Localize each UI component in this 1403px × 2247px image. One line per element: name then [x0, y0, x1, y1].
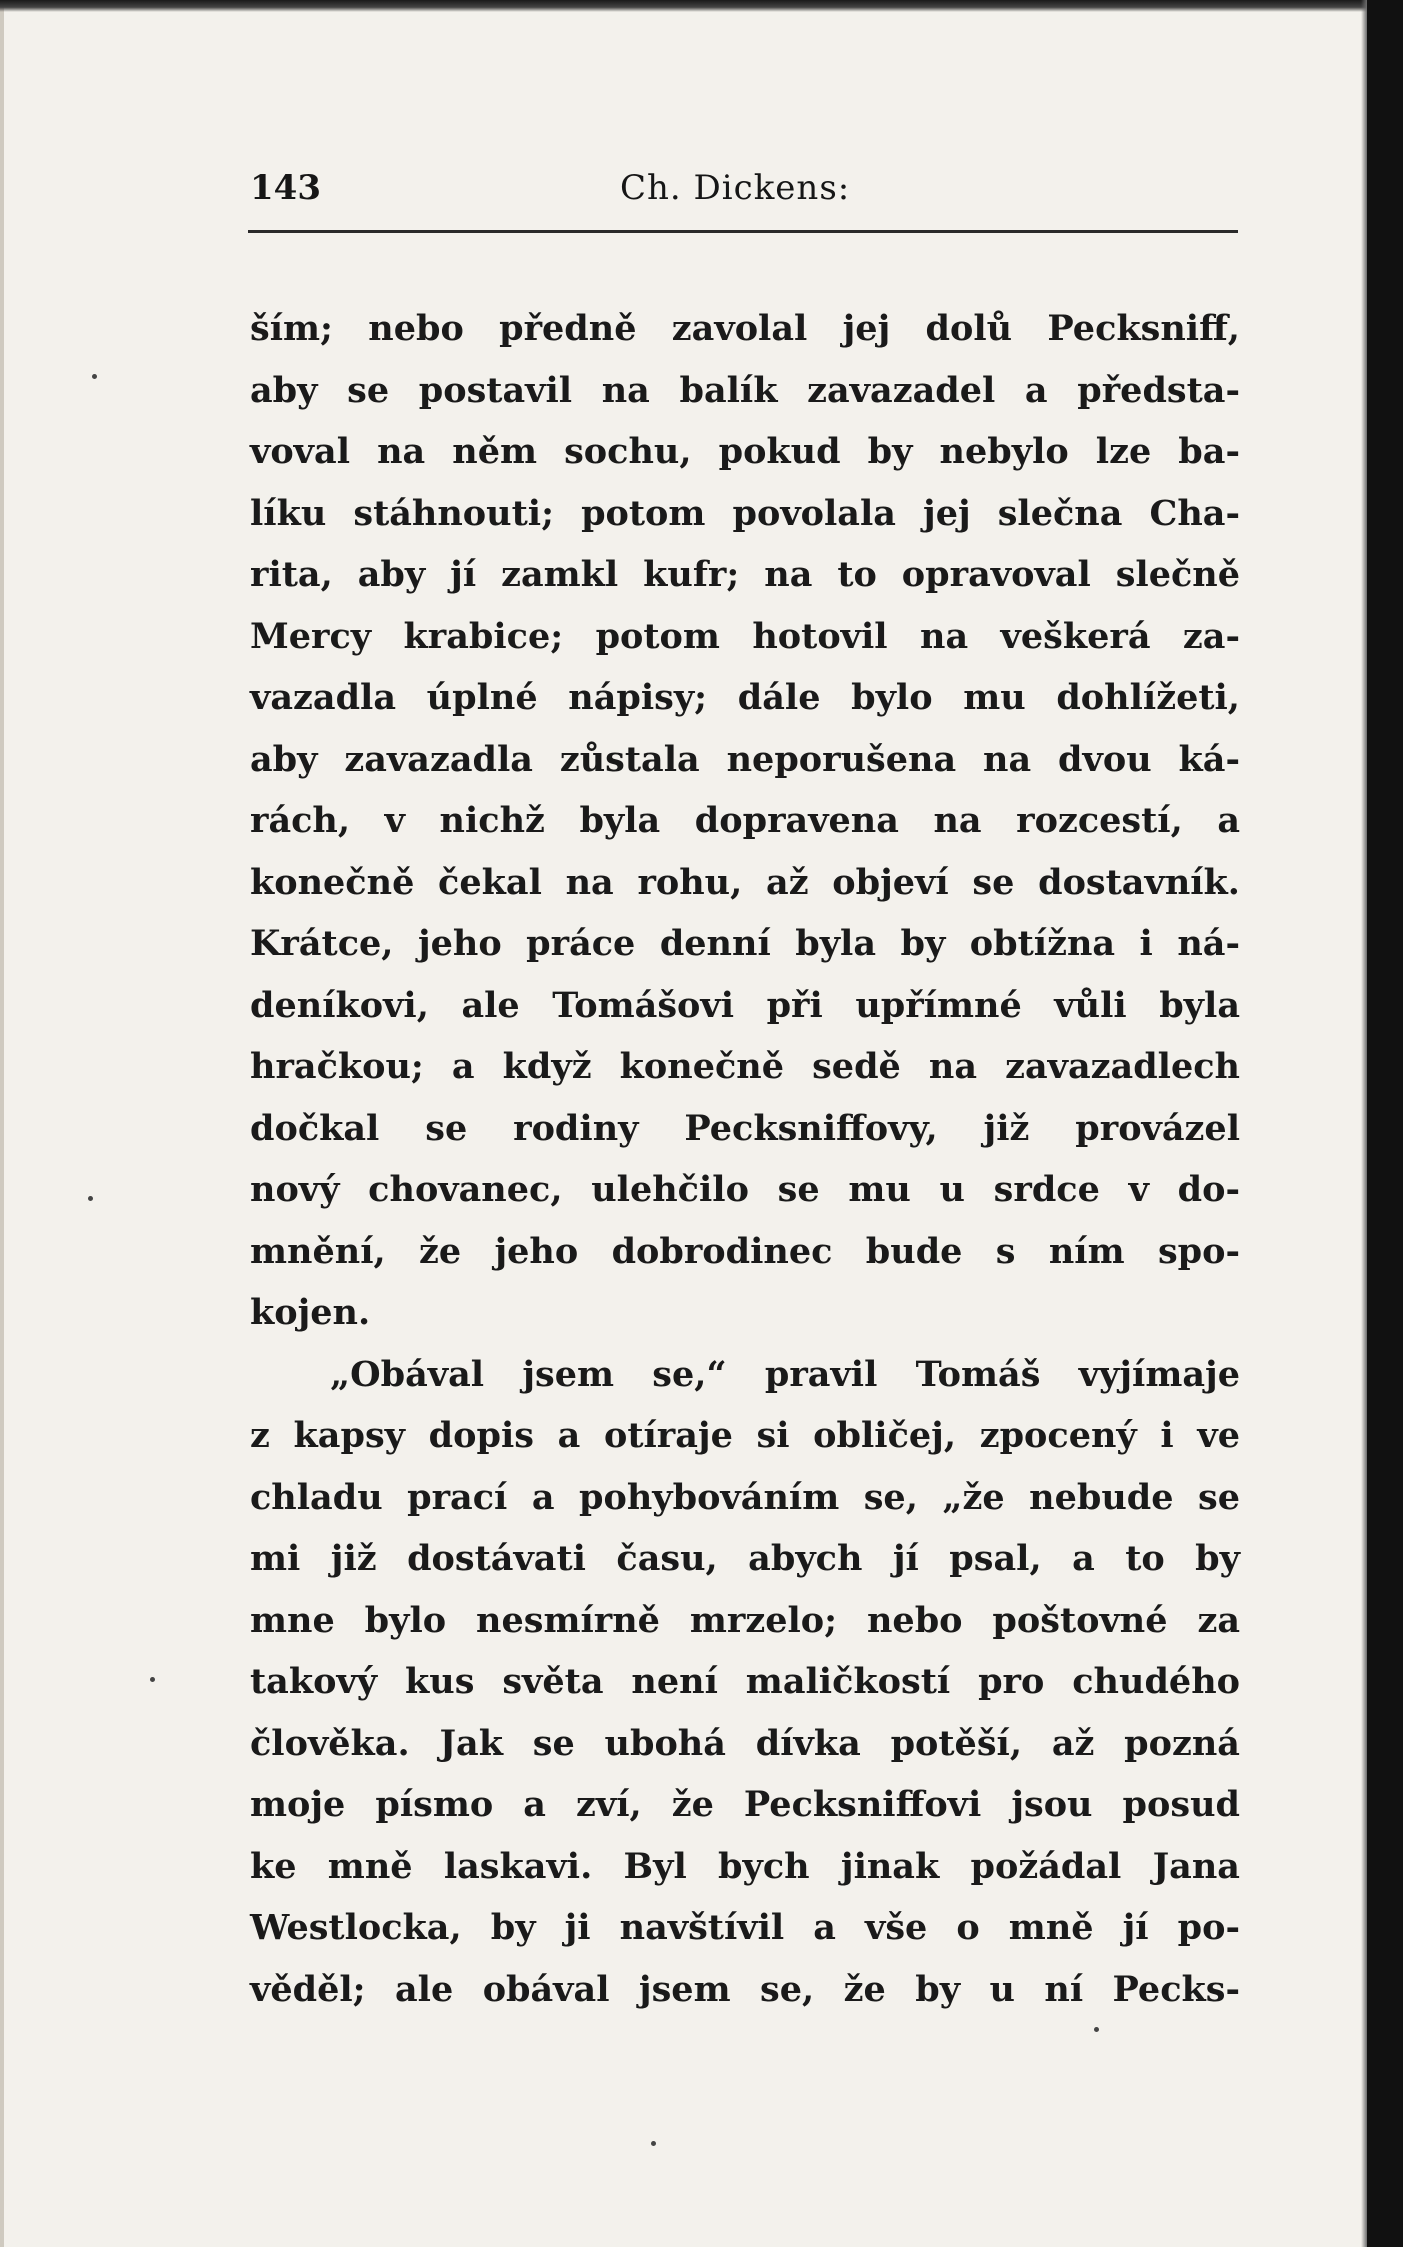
text-line: voval na něm sochu, pokud by nebylo lze ba-: [250, 431, 1240, 472]
page-top-shadow: [0, 0, 1403, 12]
text-line: chladu prací a pohybováním se, „že nebude se: [250, 1476, 1240, 1518]
paragraph-first-line: „Obával jsem se,“ pravil Tomáš vyjímaje: [330, 1353, 1240, 1395]
page-header: [250, 168, 1240, 218]
scan-speck: [1094, 2027, 1099, 2032]
text-line: aby se postavil na balík zavazadel a předsta-: [250, 369, 1240, 411]
text-line: hračkou; a když konečně sedě na zavazadlech: [250, 1046, 1240, 1087]
text-line: mne bylo nesmírně mrzelo; nebo poštovné za: [250, 1599, 1240, 1641]
paragraph-end-line: kojen.: [250, 1292, 371, 1333]
page-right-edge: [1367, 0, 1403, 2247]
text-line: z kapsy dopis a otíraje si obličej, zpocený i ve: [250, 1415, 1240, 1456]
scan-speck: [92, 374, 97, 379]
text-line: mi již dostávati času, abych jí psal, a to by: [250, 1538, 1240, 1579]
text-line: vazadla úplné nápisy; dále bylo mu dohlížeti,: [250, 677, 1240, 718]
text-line: člověka. Jak se ubohá dívka potěší, až pozná: [250, 1722, 1240, 1764]
text-line: konečně čekal na rohu, až objeví se dostavník.: [250, 861, 1240, 903]
text-line: věděl; ale obával jsem se, že by u ní Pecks-: [250, 1968, 1240, 2010]
header-rule: [248, 230, 1238, 233]
page-number: 143: [250, 168, 321, 208]
text-line: rita, aby jí zamkl kufr; na to opravoval slečně: [250, 554, 1240, 595]
text-line: aby zavazadla zůstala neporušena na dvou ká-: [250, 738, 1240, 780]
text-line: takový kus světa není maličkostí pro chudého: [250, 1661, 1240, 1702]
scan-speck: [88, 1196, 93, 1201]
text-line: líku stáhnouti; potom povolala jej slečna Cha-: [250, 492, 1240, 534]
text-line: ke mně laskavi. Byl bych jinak požádal Jana: [250, 1845, 1240, 1887]
running-title: Ch. Dickens:: [620, 168, 851, 208]
text-line: Westlocka, by ji navštívil a vše o mně jí po-: [250, 1907, 1240, 1948]
text-line: dočkal se rodiny Pecksniffovy, již provázel: [250, 1107, 1240, 1149]
text-line: mnění, že jeho dobrodinec bude s ním spo-: [250, 1230, 1240, 1272]
text-line: deníkovi, ale Tomášovi při upřímné vůli byla: [250, 984, 1240, 1026]
text-line: rách, v nichž byla dopravena na rozcestí, a: [250, 800, 1240, 841]
text-line: Krátce, jeho práce denní byla by obtížna i ná-: [250, 923, 1240, 964]
text-line: moje písmo a zví, že Pecksniffovi jsou posud: [250, 1784, 1240, 1825]
scan-speck: [150, 1677, 155, 1682]
text-line: Mercy krabice; potom hotovil na veškerá za-: [250, 615, 1240, 657]
scan-speck: [651, 2141, 656, 2146]
text-line: ším; nebo předně zavolal jej dolů Pecksniff,: [250, 308, 1240, 349]
text-line: nový chovanec, ulehčilo se mu u srdce v do-: [250, 1169, 1240, 1210]
body-text: [250, 298, 1240, 2020]
page-left-edge: [0, 0, 4, 2247]
